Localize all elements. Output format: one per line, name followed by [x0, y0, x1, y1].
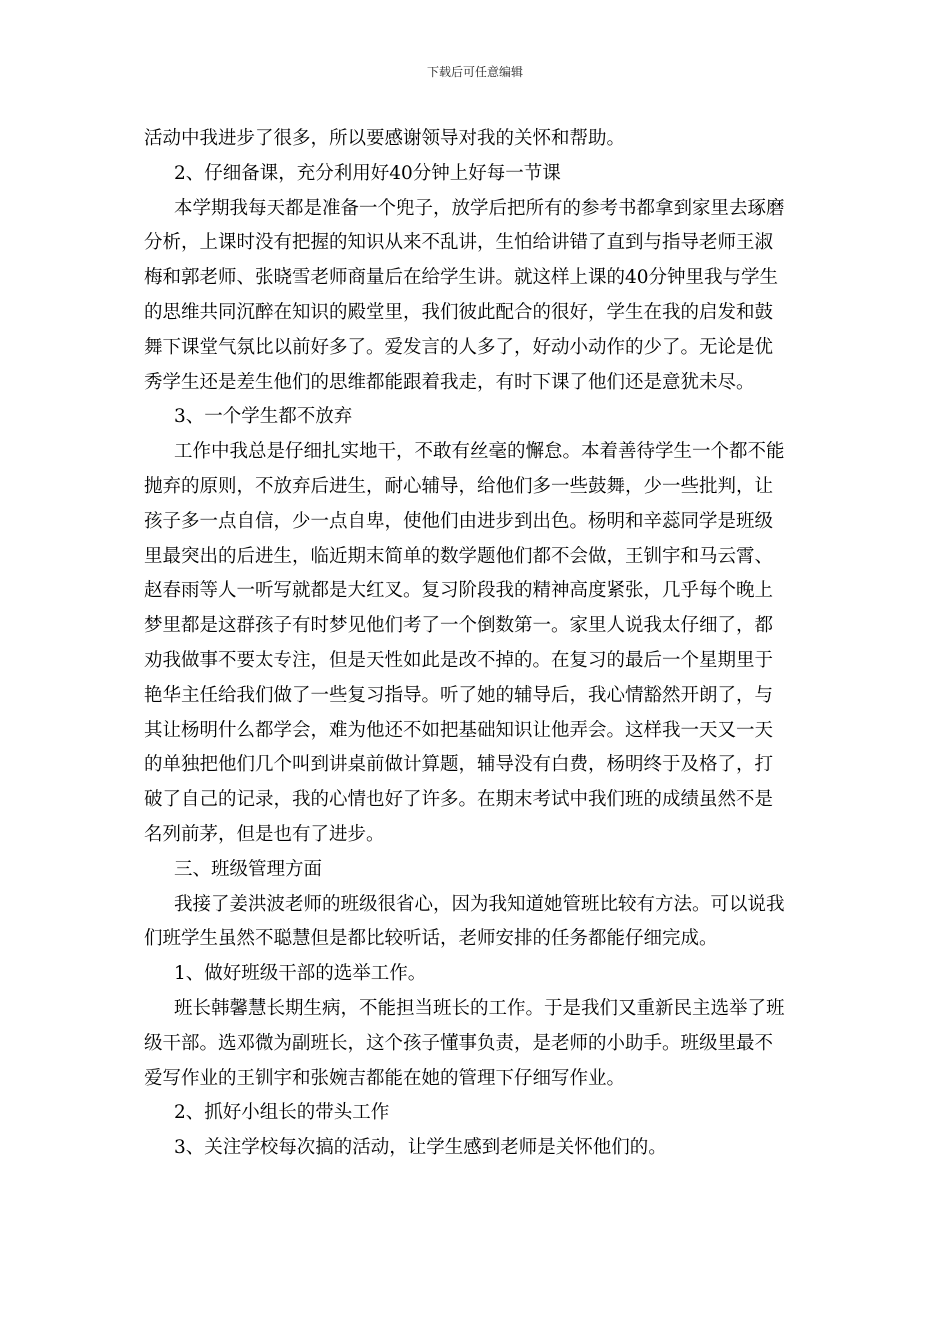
page-header: 下载后可任意编辑	[426, 65, 523, 79]
text-line: 破了自己的记录，我的心情也好了许多。在期末考试中我们班的成绩虽然不是	[144, 789, 774, 811]
section-heading: 2、抓好小组长的带头工作	[174, 1102, 390, 1124]
text-line: 本学期我每天都是准备一个兜子，放学后把所有的参考书都拿到家里去琢磨	[174, 197, 785, 219]
text-line: 我接了姜洪波老师的班级很省心，因为我知道她管班比较有方法。可以说我	[174, 893, 785, 915]
text-line: 艳华主任给我们做了一些复习指导。听了她的辅导后，我心情豁然开朗了，与	[144, 684, 774, 706]
text-line: 舞下课堂气氛比以前好多了。爱发言的人多了，好动小动作的少了。无论是优	[144, 336, 774, 358]
text-line: 爱写作业的王钏宇和张婉吉都能在她的管理下仔细写作业。	[144, 1067, 626, 1089]
text-line: 赵春雨等人一听写就都是大红叉。复习阶段我的精神高度紧张，几乎每个晚上	[144, 580, 774, 602]
text-line: 名列前茅，但是也有了进步。	[144, 823, 385, 845]
text-line: 梦里都是这群孩子有时梦见他们考了一个倒数第一。家里人说我太仔细了，都	[144, 615, 774, 637]
document-body	[144, 122, 808, 1166]
text-line: 秀学生还是差生他们的思维都能跟着我走，有时下课了他们还是意犹未尽。	[144, 371, 755, 393]
section-heading: 3、一个学生都不放弃	[174, 406, 353, 428]
text-line: 其让杨明什么都学会，难为他还不如把基础知识让他弄会。这样我一天又一天	[144, 719, 774, 741]
text-line: 孩子多一点自信，少一点自卑，使他们由进步到出色。杨明和辛蕊同学是班级	[144, 510, 774, 532]
text-line: 活动中我进步了很多，所以要感谢领导对我的关怀和帮助。	[144, 128, 626, 149]
section-heading: 2、仔细备课，充分利用好40分钟上好每一节课	[174, 162, 561, 184]
text-line: 抛弃的原则，不放弃后进生，耐心辅导，给他们多一些鼓舞，少一些批判，让	[144, 475, 774, 497]
text-line: 里最突出的后进生，临近期末简单的数学题他们都不会做，王钏宇和马云霄、	[144, 545, 774, 567]
text-line: 分析，上课时没有把握的知识从来不乱讲，生怕给讲错了直到与指导老师王淑	[144, 232, 774, 254]
section-heading: 3、关注学校每次搞的活动，让学生感到老师是关怀他们的。	[174, 1137, 667, 1159]
text-line: 梅和郭老师、张晓雪老师商量后在给学生讲。就这样上课的40分钟里我与学生	[144, 267, 779, 289]
text-line: 工作中我总是仔细扎实地干，不敢有丝毫的懈怠。本着善待学生一个都不能	[174, 441, 785, 463]
text-line: 级干部。选邓微为副班长，这个孩子懂事负责，是老师的小助手。班级里最不	[144, 1032, 774, 1054]
text-line: 劝我做事不要太专注，但是天性如此是改不掉的。在复习的最后一个星期里于	[144, 649, 774, 671]
text-line: 班长韩馨慧长期生病，不能担当班长的工作。于是我们又重新民主选举了班	[174, 997, 785, 1019]
text-line: 们班学生虽然不聪慧但是都比较听话，老师安排的任务都能仔细完成。	[144, 928, 718, 950]
text-line: 的单独把他们几个叫到讲桌前做计算题，辅导没有白费，杨明终于及格了，打	[144, 754, 774, 776]
section-heading: 三、班级管理方面	[174, 858, 323, 880]
text-line: 的思维共同沉醉在知识的殿堂里，我们彼此配合的很好，学生在我的启发和鼓	[144, 301, 774, 323]
section-heading: 1、做好班级干部的选举工作。	[174, 963, 427, 985]
